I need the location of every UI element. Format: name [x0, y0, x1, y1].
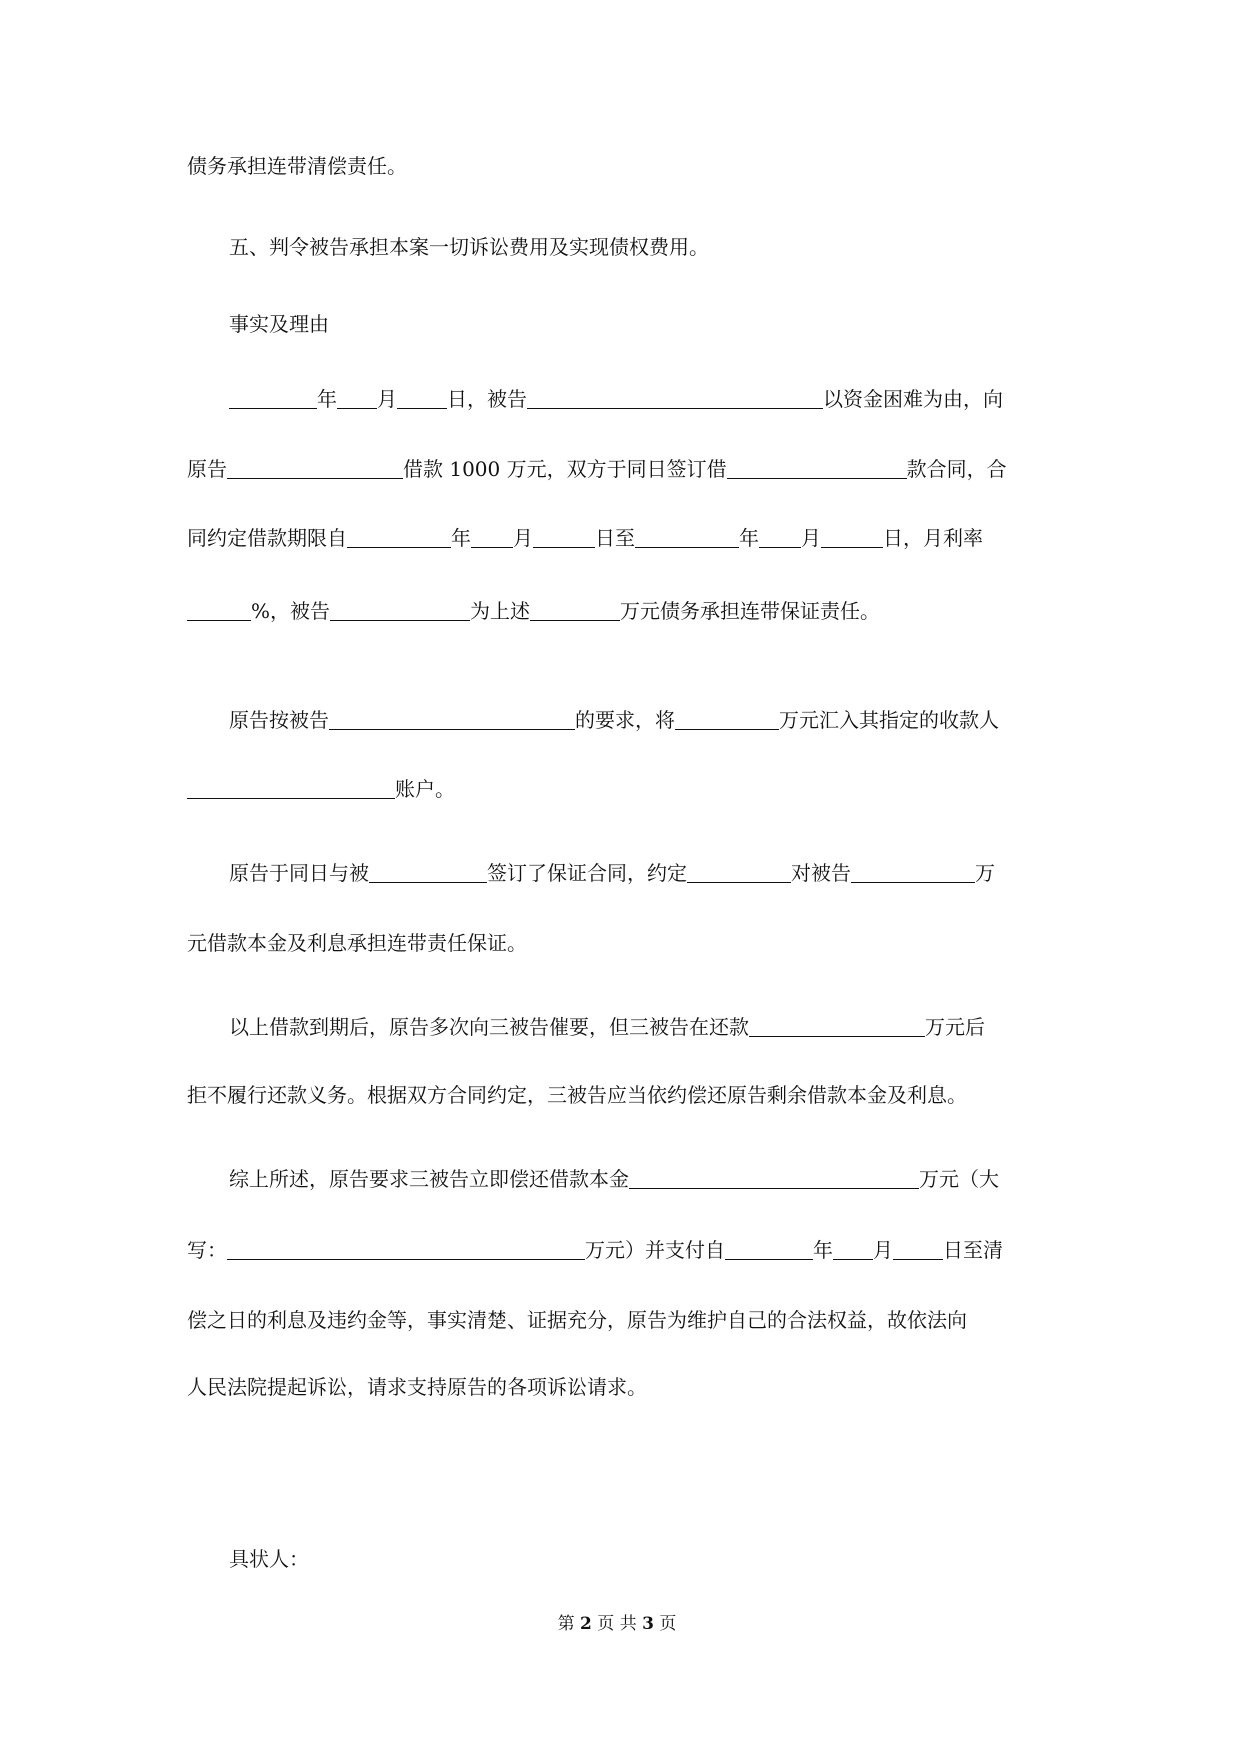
page-footer: 第 2 页 共 3 页	[557, 1614, 677, 1634]
p5-line-4: 人民法院提起诉讼，请求支持原告的各项诉讼请求。	[187, 1375, 647, 1399]
p1-line-2: 原告 借款 1000 万元，双方于同日签订借 款合同，合	[187, 457, 1007, 481]
text-line	[187, 152, 407, 180]
blank-field[interactable]	[330, 600, 470, 621]
claim-item-5: 五、判令被告承担本案一切诉讼费用及实现债权费用。	[229, 235, 709, 259]
total-pages-number: 3	[642, 1614, 654, 1634]
blank-field[interactable]	[530, 600, 620, 621]
blank-field[interactable]	[471, 527, 513, 548]
blank-field[interactable]	[347, 527, 451, 548]
blank-field[interactable]	[893, 1239, 943, 1260]
blank-field[interactable]	[227, 1239, 585, 1260]
p4-line-1: 以上借款到期后，原告多次向三被告催要，但三被告在还款 万元后	[229, 1015, 985, 1039]
blank-field[interactable]	[229, 388, 317, 409]
blank-field[interactable]	[227, 458, 403, 479]
continuation-text: 债务承担连带清偿责任。	[187, 154, 407, 178]
blank-field[interactable]	[187, 778, 395, 799]
blank-field[interactable]	[397, 388, 447, 409]
p1-line-3: 同约定借款期限自 年 月 日至 年 月 日，月利率	[187, 526, 983, 550]
p2-line-1: 原告按被告 的要求，将 万元汇入其指定的收款人	[229, 708, 999, 732]
blank-field[interactable]	[851, 862, 975, 883]
blank-field[interactable]	[833, 1239, 873, 1260]
p3-line-2: 元借款本金及利息承担连带责任保证。	[187, 931, 527, 955]
blank-field[interactable]	[687, 862, 791, 883]
blank-field[interactable]	[187, 600, 251, 621]
blank-field[interactable]	[727, 458, 907, 479]
blank-field[interactable]	[629, 1168, 919, 1189]
p4-line-2: 拒不履行还款义务。根据双方合同约定，三被告应当依约偿还原告剩余借款本金及利息。	[187, 1083, 967, 1107]
blank-field[interactable]	[749, 1016, 925, 1037]
p5-line-3: 偿之日的利息及违约金等，事实清楚、证据充分，原告为维护自己的合法权益，故依法向	[187, 1308, 967, 1332]
p5-line-2: 写： 万元）并支付自 年 月 日至清	[187, 1238, 1003, 1262]
blank-field[interactable]	[725, 1239, 813, 1260]
blank-field[interactable]	[821, 527, 883, 548]
blank-field[interactable]	[369, 862, 487, 883]
blank-field[interactable]	[337, 388, 377, 409]
blank-field[interactable]	[527, 388, 823, 409]
p5-line-1: 综上所述，原告要求三被告立即偿还借款本金 万元（大	[229, 1167, 999, 1191]
blank-field[interactable]	[635, 527, 739, 548]
current-page-number: 2	[580, 1614, 592, 1634]
p1-line-1: 年 月 日，被告 以资金困难为由，向	[229, 385, 1003, 413]
blank-field[interactable]	[675, 709, 779, 730]
p1-line-4: %，被告 为上述 万元债务承担连带保证责任。	[187, 597, 880, 625]
p3-line-1: 原告于同日与被 签订了保证合同，约定 对被告 万	[229, 861, 995, 885]
signature-label: 具状人：	[229, 1547, 309, 1571]
blank-field[interactable]	[329, 709, 575, 730]
p2-line-2: 账户。	[187, 775, 455, 803]
section-heading: 事实及理由	[229, 312, 329, 336]
blank-field[interactable]	[533, 527, 595, 548]
blank-field[interactable]	[759, 527, 801, 548]
